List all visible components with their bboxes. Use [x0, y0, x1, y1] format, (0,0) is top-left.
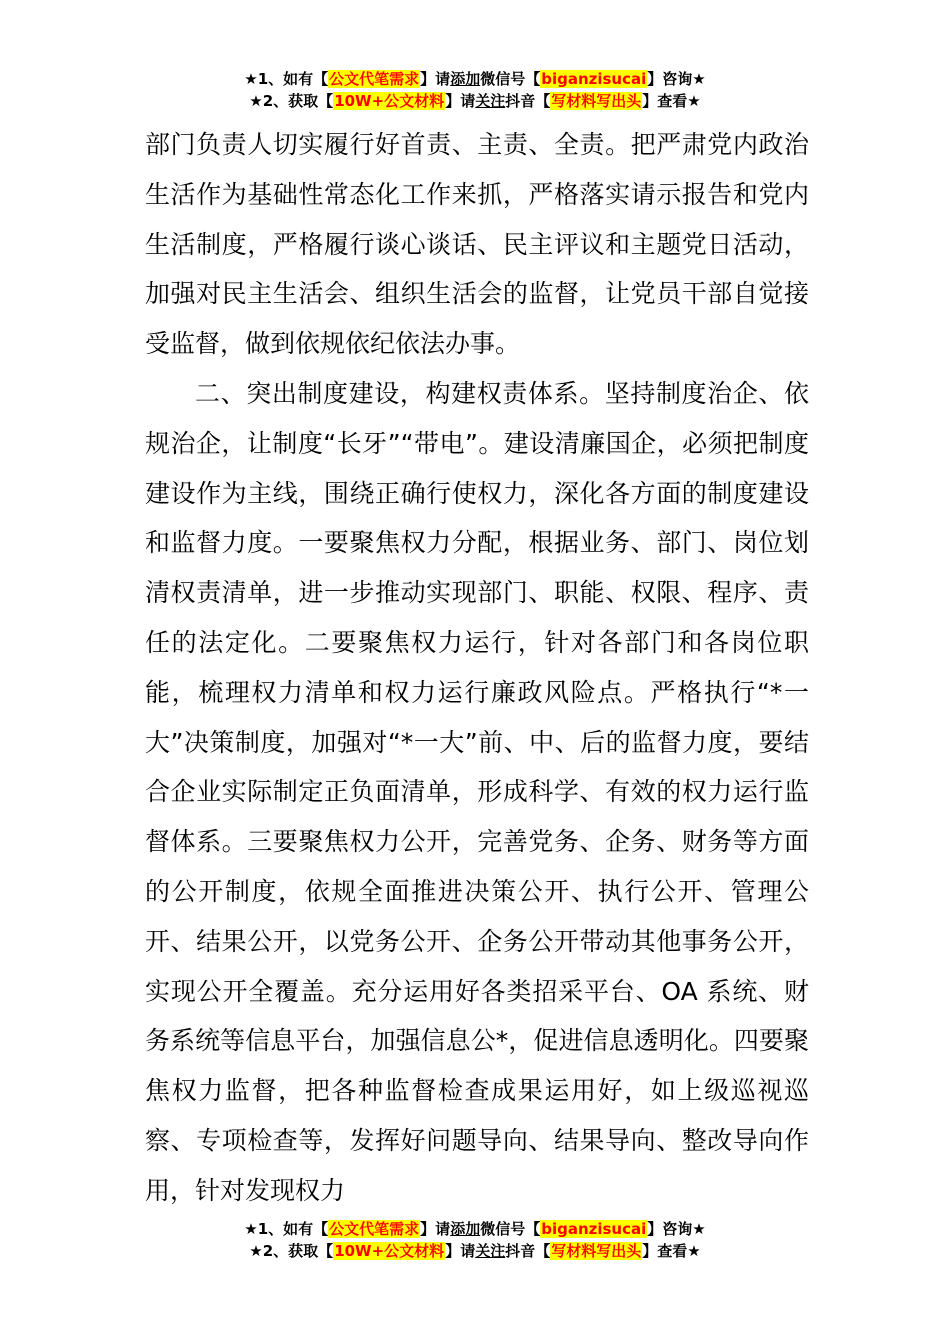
banner-highlight: 公文代笔需求	[329, 70, 420, 88]
banner-text: 】请	[420, 70, 451, 88]
banner-text: 】咨询★	[647, 70, 706, 88]
banner-text: ★1、如有【	[244, 70, 329, 88]
banner-highlight: biganzisucai	[541, 70, 647, 88]
banner-line-1	[0, 1218, 950, 1240]
banner-text: ★2、获取【	[249, 1242, 334, 1260]
banner-highlight: 公文代笔需求	[329, 1220, 420, 1238]
banner-text: 】查看★	[642, 1242, 701, 1260]
banner-highlight: biganzisucai	[541, 1220, 647, 1238]
banner-underlined: 添加	[450, 70, 481, 88]
footer-banner	[0, 1218, 950, 1262]
paragraph-continued: 部门负责人切实履行好首责、主责、全责。把严肃党内政治生活作为基础性常态化工作来抓，严格落实请示报告和党内生活制度，严格履行谈心谈话、民主评议和主题党日活动，加强对民主生活会、组织生活会的监督，让党员干部自觉接受监督，做到依规依纪依法办事。	[145, 130, 809, 359]
banner-text: ★2、获取【	[249, 92, 334, 110]
banner-text: 】查看★	[642, 92, 701, 110]
banner-highlight: 10W+公文材料	[334, 92, 445, 110]
banner-text: 】咨询★	[647, 1220, 706, 1238]
banner-highlight: 写材料写出头	[551, 1242, 642, 1260]
banner-text: 微信号【	[480, 1220, 541, 1238]
banner-underlined: 添加	[450, 1220, 481, 1238]
banner-text: 微信号【	[480, 70, 541, 88]
banner-highlight: 10W+公文材料	[334, 1242, 445, 1260]
banner-text: 】请	[420, 1220, 451, 1238]
banner-text: 抖音【	[505, 92, 551, 110]
banner-line-2	[0, 90, 950, 112]
banner-text: 】请	[445, 1242, 476, 1260]
banner-underlined: 关注	[475, 92, 506, 110]
banner-underlined: 关注	[475, 1242, 506, 1260]
document-body	[145, 120, 809, 1216]
header-banner	[0, 68, 950, 112]
paragraph-section-2: 二、突出制度建设，构建权责体系。坚持制度治企、依规治企，让制度“长牙”“带电”。建设清廉国企，必须把制度建设作为主线，围绕正确行使权力，深化各方面的制度建设和监督力度。一要聚焦权力分配，根据业务、部门、岗位划清权责清单，进一步推动实现部门、职能、权限、程序、责任的法定化。二要聚焦权力运行，针对各部门和各岗位职能，梳理权力清单和权力运行廉政风险点。严格执行“*一大”决策制度，加强对“*一大”前、中、后的监督力度，要结合企业实际制定正负面清单，形成科学、有效的权力运行监督体系。三要聚焦权力公开，完善党务、企务、财务等方面的公开制度，依规全面推进决策公开、执行公开、管理公开、结果公开，以党务公开、企务公开带动其他事务公开，实现公开全覆盖。充分运用好各类招采平台、OA 系统、财务系统等信息平台，加强信息公*，促进信息透明化。四要聚焦权力监督，把各种监督检查成果运用好，如上级巡视巡察、专项检查等，发挥好问题导向、结果导向、整改导向作用，针对发现权力	[145, 378, 809, 1205]
banner-highlight: 写材料写出头	[551, 92, 642, 110]
banner-text: ★1、如有【	[244, 1220, 329, 1238]
banner-line-1	[0, 68, 950, 90]
banner-text: 】请	[445, 92, 476, 110]
banner-line-2	[0, 1240, 950, 1262]
banner-text: 抖音【	[505, 1242, 551, 1260]
